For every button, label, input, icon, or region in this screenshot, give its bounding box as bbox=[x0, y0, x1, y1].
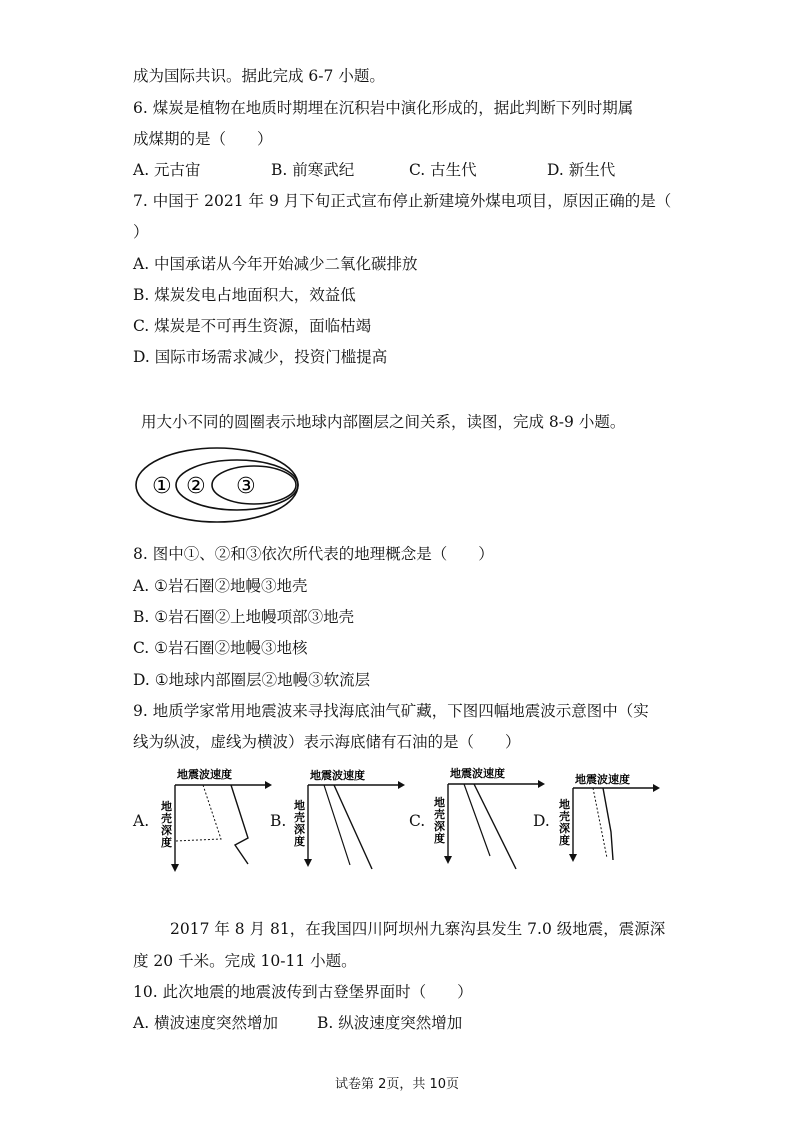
axis-title: 地震波速度 bbox=[310, 769, 365, 782]
question-10: 10. 此次地震的地震波传到古登堡界面时（ ） bbox=[133, 983, 473, 1001]
text-line: 成为国际共识。据此完成 6-7 小题。 bbox=[133, 67, 385, 85]
p-wave bbox=[474, 784, 516, 869]
axis-side-2: 壳 bbox=[161, 812, 172, 825]
intro-10-11-cont: 度 20 千米。完成 10-11 小题。 bbox=[133, 952, 357, 970]
q8-option-a: A. ①岩石圈②地幔③地壳 bbox=[133, 577, 308, 595]
earth-layers-diagram bbox=[134, 445, 304, 527]
q7-option-b: B. 煤炭发电占地面积大，效益低 bbox=[133, 286, 356, 304]
page-footer: 试卷第 2页，共 10页 bbox=[334, 1077, 460, 1092]
q10-options bbox=[133, 1013, 733, 1033]
axis-side-3: 深 bbox=[161, 824, 172, 837]
question-8: 8. 图中①、②和③依次所代表的地理概念是（ ） bbox=[133, 545, 494, 563]
wave-diagram-a bbox=[155, 764, 273, 876]
circle-label-2: ② bbox=[186, 474, 206, 499]
p-wave bbox=[231, 785, 248, 864]
q8-option-c: C. ①岩石圈②地幔③地核 bbox=[133, 639, 308, 657]
q6-option-b: B. 前寒武纪 bbox=[271, 161, 355, 179]
axis-side-4: 度 bbox=[434, 832, 445, 845]
q10-option-b: B. 纵波速度突然增加 bbox=[317, 1014, 463, 1032]
wave-diagram-b bbox=[290, 767, 408, 875]
question-9: 9. 地质学家常用地震波来寻找海底油气矿藏，下图四幅地震波示意图中（实 bbox=[133, 702, 649, 720]
q7-option-a: A. 中国承诺从今年开始减少二氧化碳排放 bbox=[133, 255, 418, 273]
s-wave bbox=[464, 784, 490, 856]
axis-side-1: 地 bbox=[161, 800, 172, 813]
axis-side-1: 地 bbox=[294, 799, 305, 812]
question-6-cont: 成煤期的是（ ） bbox=[133, 130, 273, 148]
question-9-cont: 线为纵波，虚线为横波）表示海底储有石油的是（ ） bbox=[133, 733, 521, 751]
q8-option-b: B. ①岩石圈②上地幔项部③地壳 bbox=[133, 608, 355, 626]
wave-option-a: A. bbox=[133, 812, 150, 830]
q6-option-a: A. 元古宙 bbox=[133, 161, 201, 179]
question-7-cont: ） bbox=[133, 223, 149, 241]
axis-side-3: 深 bbox=[434, 820, 445, 833]
circle-label-1: ① bbox=[152, 474, 172, 499]
wave-diagram-d bbox=[555, 770, 663, 870]
q10-option-a: A. 横波速度突然增加 bbox=[133, 1014, 279, 1032]
axis-side-3: 深 bbox=[294, 823, 305, 836]
circle-label-3: ③ bbox=[236, 474, 256, 499]
axis-title: 地震波速度 bbox=[177, 768, 232, 781]
axis-title: 地震波速度 bbox=[450, 767, 505, 780]
q8-option-d: D. ①地球内部圈层②地幔③软流层 bbox=[133, 671, 371, 689]
p-wave bbox=[334, 785, 372, 869]
q6-option-c: C. 古生代 bbox=[409, 161, 477, 179]
axis-side-4: 度 bbox=[161, 836, 172, 849]
q6-option-d: D. 新生代 bbox=[547, 161, 616, 179]
axis-side-2: 壳 bbox=[559, 810, 570, 823]
axis-side-4: 度 bbox=[294, 835, 305, 848]
wave-option-d: D. bbox=[533, 812, 550, 830]
axis-title: 地震波速度 bbox=[575, 773, 630, 786]
intro-8-9: 用大小不同的圆圈表示地球内部圈层之间关系，读图，完成 8-9 小题。 bbox=[141, 413, 626, 431]
intro-10-11: 2017 年 8 月 81，在我国四川阿坝州九寨沟县发生 7.0 级地震，震源深 bbox=[170, 920, 666, 938]
question-6: 6. 煤炭是植物在地质时期埋在沉积岩中演化形成的，据此判断下列时期属 bbox=[133, 99, 634, 117]
wave-diagram-c bbox=[430, 764, 548, 876]
axis-side-3: 深 bbox=[559, 822, 570, 835]
axis-side-1: 地 bbox=[559, 798, 570, 811]
wave-option-c: C. bbox=[409, 812, 426, 830]
axis-side-1: 地 bbox=[434, 796, 445, 809]
axis-side-2: 壳 bbox=[294, 811, 305, 824]
p-wave bbox=[603, 788, 613, 860]
wave-option-b: B. bbox=[270, 812, 287, 830]
q6-options bbox=[133, 160, 733, 180]
question-7: 7. 中国于 2021 年 9 月下旬正式宣布停止新建境外煤电项目，原因正确的是（ bbox=[133, 192, 672, 210]
q7-option-d: D. 国际市场需求减少，投资门槛提高 bbox=[133, 348, 388, 366]
axis-side-4: 度 bbox=[559, 834, 570, 847]
q7-option-c: C. 煤炭是不可再生资源，面临枯竭 bbox=[133, 317, 372, 335]
s-wave bbox=[175, 785, 221, 841]
s-wave bbox=[324, 785, 350, 865]
axis-side-2: 壳 bbox=[434, 808, 445, 821]
